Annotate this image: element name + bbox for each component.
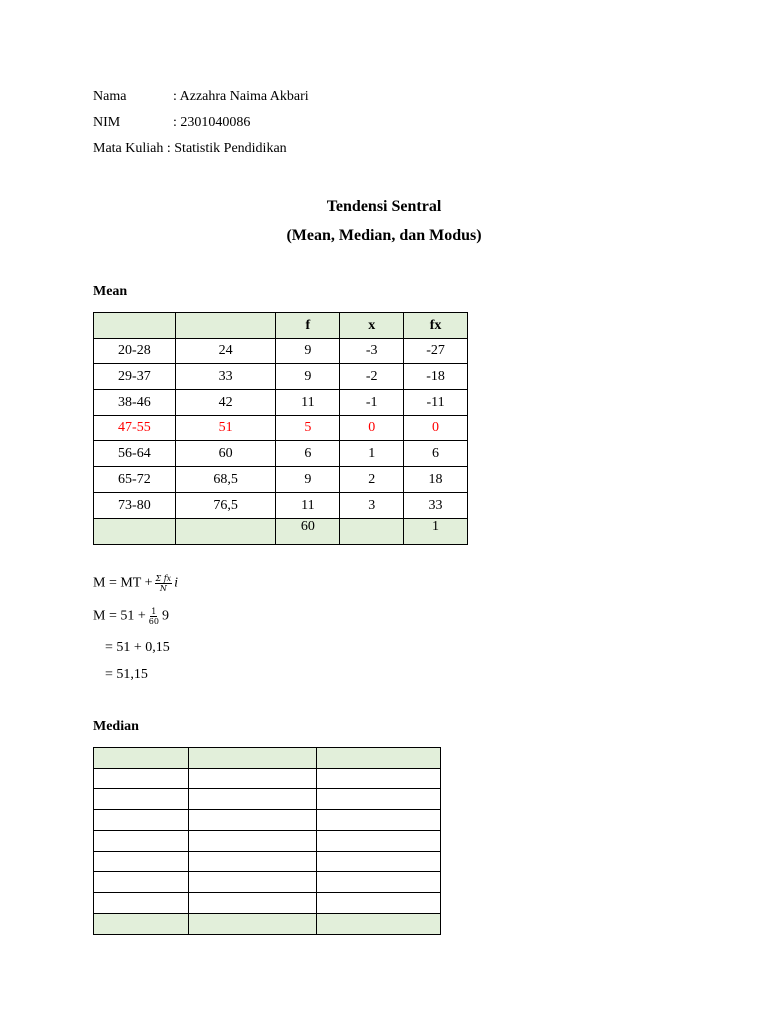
empty-cell (189, 872, 317, 893)
fraction-denominator: 60 (148, 617, 159, 626)
cell-f: 9 (276, 364, 340, 390)
empty-cell (189, 748, 317, 769)
cell-f: 11 (276, 493, 340, 519)
empty-cell (317, 810, 441, 831)
fraction-numerator: 1 (151, 607, 157, 616)
table-row (94, 810, 441, 831)
table-header-row (94, 313, 468, 339)
cell-midpoint: 60 (175, 441, 276, 467)
fraction-denominator: N (159, 584, 167, 593)
cell-x: -2 (340, 364, 404, 390)
empty-cell (94, 893, 189, 914)
col-header-fx: fx (404, 313, 468, 339)
empty-cell (94, 914, 189, 935)
cell-midpoint: 33 (175, 364, 276, 390)
cell-f: 5 (276, 416, 340, 441)
formula-line-3: = 51 + 0,15 (105, 640, 170, 655)
empty-cell (317, 893, 441, 914)
formula-line-1 (93, 574, 178, 593)
empty-cell (94, 831, 189, 852)
cell-class: 56-64 (94, 441, 176, 467)
cell-fx: 6 (404, 441, 468, 467)
table-total-row (94, 519, 468, 545)
cell-x: 3 (340, 493, 404, 519)
table-row (94, 893, 441, 914)
cell-fx: 33 (404, 493, 468, 519)
cell-midpoint: 24 (175, 339, 276, 364)
cell-fx: 18 (404, 467, 468, 493)
col-header-f: f (276, 313, 340, 339)
empty-cell (189, 914, 317, 935)
cell-class: 65-72 (94, 467, 176, 493)
table-row (94, 831, 441, 852)
total-cell (94, 519, 176, 545)
cell-fx: -11 (404, 390, 468, 416)
name-label: Nama (93, 89, 127, 104)
fraction (148, 607, 160, 626)
empty-cell (317, 852, 441, 872)
empty-cell (317, 831, 441, 852)
table-row (94, 852, 441, 872)
cell-midpoint: 68,5 (175, 467, 276, 493)
name-row (93, 88, 309, 106)
table-row (94, 364, 468, 390)
cell-midpoint: 51 (175, 416, 276, 441)
empty-cell (94, 789, 189, 810)
table-row (94, 339, 468, 364)
col-header-x: x (340, 313, 404, 339)
course-value: : Statistik Pendidikan (166, 141, 287, 156)
table-row (94, 872, 441, 893)
empty-cell (94, 810, 189, 831)
total-cell (340, 519, 404, 545)
nim-row (93, 114, 250, 132)
median-heading: Median (93, 719, 139, 734)
col-header-midpoint (175, 313, 276, 339)
empty-cell (189, 789, 317, 810)
nim-label: NIM (93, 115, 121, 130)
empty-cell (94, 872, 189, 893)
empty-cell (94, 748, 189, 769)
empty-cell (317, 872, 441, 893)
median-table (93, 747, 441, 935)
table-row (94, 789, 441, 810)
cell-x: -3 (340, 339, 404, 364)
cell-class: 20-28 (94, 339, 176, 364)
cell-class: 38-46 (94, 390, 176, 416)
formula-text: M = MT + (93, 575, 153, 591)
total-fx: 1 (404, 519, 468, 545)
cell-f: 9 (276, 467, 340, 493)
cell-class: 73-80 (94, 493, 176, 519)
page-title: Tendensi Sentral (326, 198, 442, 215)
empty-cell (189, 831, 317, 852)
empty-cell (189, 810, 317, 831)
course-row (93, 140, 287, 158)
empty-cell (317, 748, 441, 769)
cell-class: 29-37 (94, 364, 176, 390)
cell-fx: 0 (404, 416, 468, 441)
formula-text: M = 51 + (93, 608, 146, 624)
fraction (155, 574, 173, 593)
cell-f: 9 (276, 339, 340, 364)
empty-cell (189, 769, 317, 789)
cell-x: 1 (340, 441, 404, 467)
empty-cell (94, 769, 189, 789)
table-header-row (94, 748, 441, 769)
empty-cell (189, 893, 317, 914)
nim-value: : 2301040086 (173, 115, 251, 130)
mean-table (93, 312, 468, 545)
table-row-highlighted (94, 416, 468, 441)
table-row (94, 390, 468, 416)
empty-cell (189, 852, 317, 872)
table-total-row (94, 914, 441, 935)
total-f: 60 (276, 519, 340, 545)
formula-line-2 (93, 607, 169, 626)
cell-f: 11 (276, 390, 340, 416)
cell-class: 47-55 (94, 416, 176, 441)
table-row (94, 441, 468, 467)
empty-cell (317, 789, 441, 810)
empty-cell (94, 852, 189, 872)
cell-fx: -27 (404, 339, 468, 364)
mean-heading: Mean (93, 284, 128, 299)
formula-text: 9 (161, 608, 169, 624)
fraction-numerator: Σ fx (155, 574, 172, 583)
table-row (94, 769, 441, 789)
cell-midpoint: 76,5 (175, 493, 276, 519)
col-header-class (94, 313, 176, 339)
formula-text: i (174, 575, 179, 591)
table-row (94, 467, 468, 493)
cell-x: 0 (340, 416, 404, 441)
name-value: : Azzahra Naima Akbari (173, 89, 309, 104)
course-label: Mata Kuliah (93, 141, 164, 156)
total-cell (175, 519, 276, 545)
cell-midpoint: 42 (175, 390, 276, 416)
formula-line-4: = 51,15 (105, 667, 148, 682)
empty-cell (317, 914, 441, 935)
cell-x: -1 (340, 390, 404, 416)
cell-x: 2 (340, 467, 404, 493)
page-subtitle: (Mean, Median, dan Modus) (286, 227, 482, 244)
table-row (94, 493, 468, 519)
cell-fx: -18 (404, 364, 468, 390)
empty-cell (317, 769, 441, 789)
cell-f: 6 (276, 441, 340, 467)
